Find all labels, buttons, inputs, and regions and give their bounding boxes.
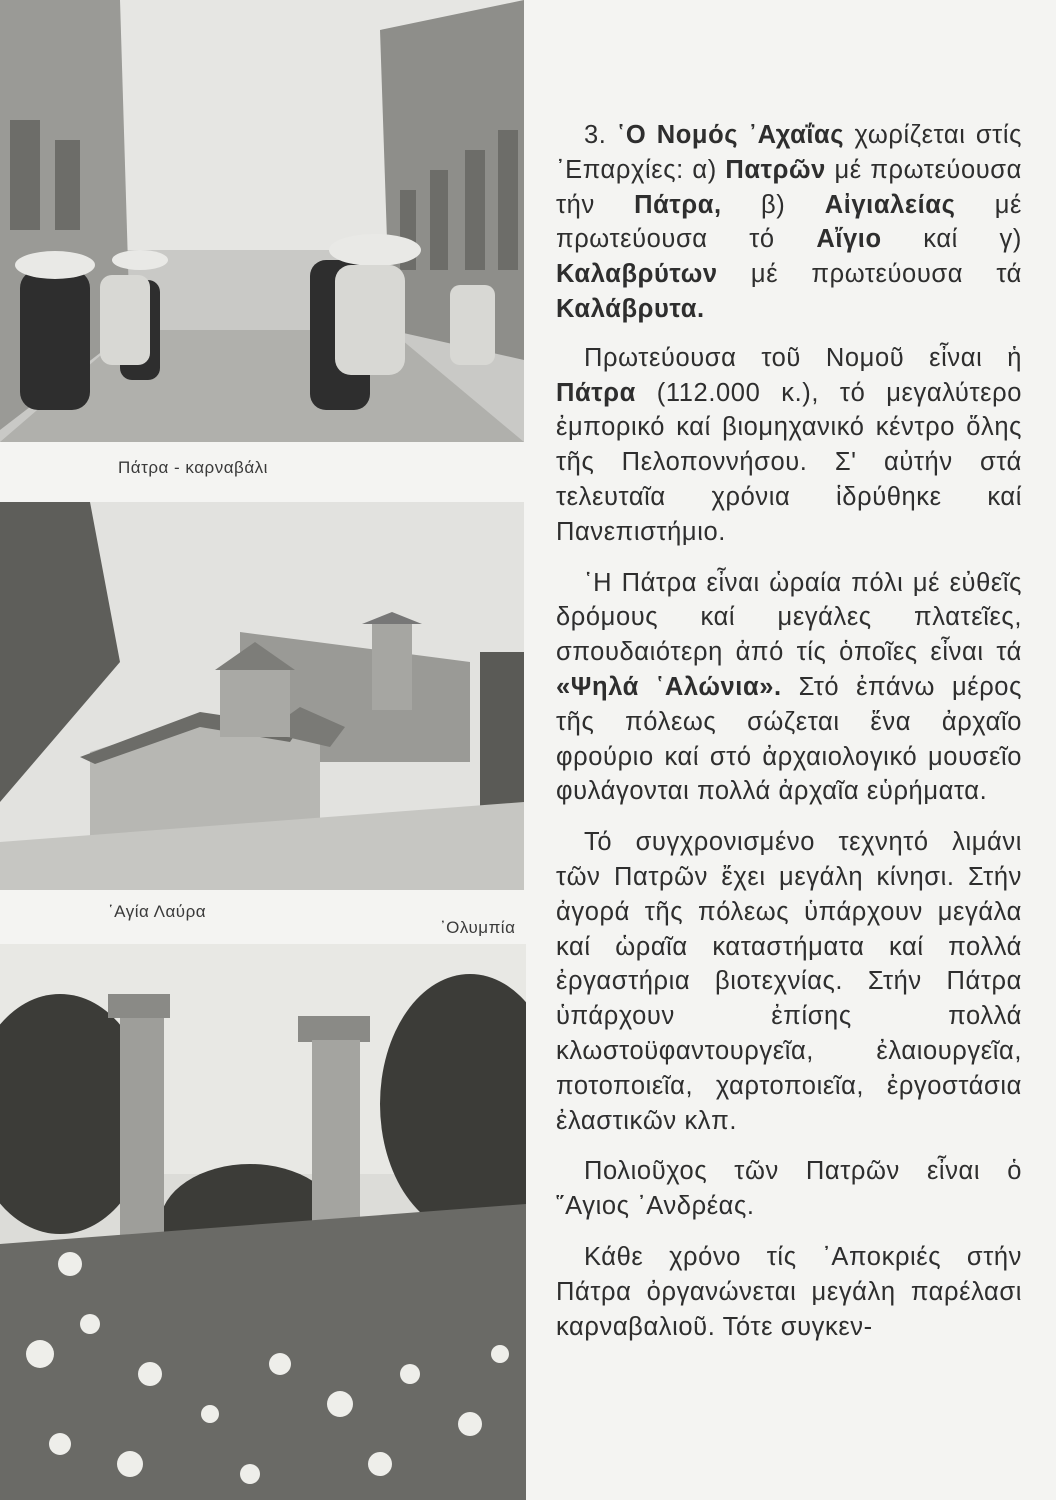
term-patra-capital: Πάτρα (556, 378, 636, 407)
text-column (556, 118, 1022, 1344)
text-run: μέ πρωτεύουσα τήν (556, 155, 1022, 219)
term-aigio: Αἴγιο (816, 225, 882, 254)
paragraph-2 (556, 341, 1022, 550)
monastery-photo (0, 502, 524, 890)
text-run: χωρίζεται στίς ᾿Επαρχίες: α) (556, 121, 1022, 184)
text-run: (112.000 κ.), τό μεγαλύτερο ἐμπορικό καί βιομηχανικό κέντρο ὅλης τῆς Πελοποννήσου. Σ' αὐτήν στά τελευταῖα χρόνια ἱδρύθηκε καί Πανεπιστήμιο. (556, 378, 1022, 546)
laura-caption: ῾Αγία Λαύρα (108, 902, 207, 921)
carnival-caption: Πάτρα - καρναβάλι (118, 458, 268, 477)
paragraph-4: Τό συγχρονισμένο τεχνητό λιμάνι τῶν Πατρῶν ἔχει μεγάλη κίνησι. Στήν ἀγορά τῆς πόλεως ὑπάρχουν μεγάλα καί ὡραῖα καταστήματα καί πολλά ἐργαστήρια βιοτεχνίας. Στήν Πάτρα ὑπάρχουν ἐπίσης πολλά κλωστοϋφαντουργεῖα, ἐλαιουργεῖα, ποτοποιεῖα, χαρτοποιεῖα, ἐργοστάσια ἐλαστικῶν κλπ. (556, 828, 1022, 1135)
section-number: 3. (584, 121, 617, 149)
paragraph-6: Κάθε χρόνο τίς ᾿Αποκριές στήν Πάτρα ὀργανώνεται μεγάλη παρέλασι καρναβαλιοῦ. Τότε συγκεν- (556, 1242, 1022, 1341)
term-kalavryta: Καλάβρυτα. (556, 294, 705, 323)
term-aigialeias: Αἰγιαλείας (824, 190, 956, 219)
text-run: β) (721, 190, 825, 219)
temple-columns-photo (0, 944, 526, 1500)
olympia-caption: ᾿Ολυμπία (440, 918, 516, 937)
term-nomos-achaias: ῾Ο Νομός ᾿Αχαΐας (616, 121, 845, 149)
paragraph-5: Πολιοῦχος τῶν Πατρῶν εἶναι ὁ ῞Αγιος ᾿Ανδρέας. (556, 1157, 1022, 1221)
text-run: ῾Η Πάτρα εἶναι ὡραία πόλι μέ εὐθεῖς δρόμους καί μεγάλες πλατεῖες, σπουδαιότερη ἀπό τίς ὁποῖες εἶναι τά (556, 568, 1022, 667)
text-run: Πρωτεύουσα τοῦ Νομοῦ εἶναι ἡ (584, 343, 1022, 372)
term-kalavryton: Καλαβρύτων (556, 260, 718, 289)
text-run: μέ πρωτεύουσα τά (717, 260, 1022, 289)
text-run: Στό ἐπάνω μέρος τῆς πόλεως σώζεται ἕνα ἀρχαῖο φρούριο καί στό ἀρχαιολογικό μουσεῖο φυλάγονται πολλά ἀρχαῖα εὑρήματα. (556, 672, 1022, 806)
term-psila-alonia: «Ψηλά ῾Αλώνια». (556, 672, 782, 701)
term-patron: Πατρῶν (725, 155, 826, 184)
term-patra: Πάτρα, (634, 190, 722, 219)
text-run: καί γ) (881, 225, 1022, 254)
carnival-photo (0, 0, 524, 442)
text-run: μέ πρωτεύουσα τό (556, 190, 1022, 254)
paragraph-1 (556, 118, 1022, 327)
paragraph-3 (556, 566, 1022, 810)
